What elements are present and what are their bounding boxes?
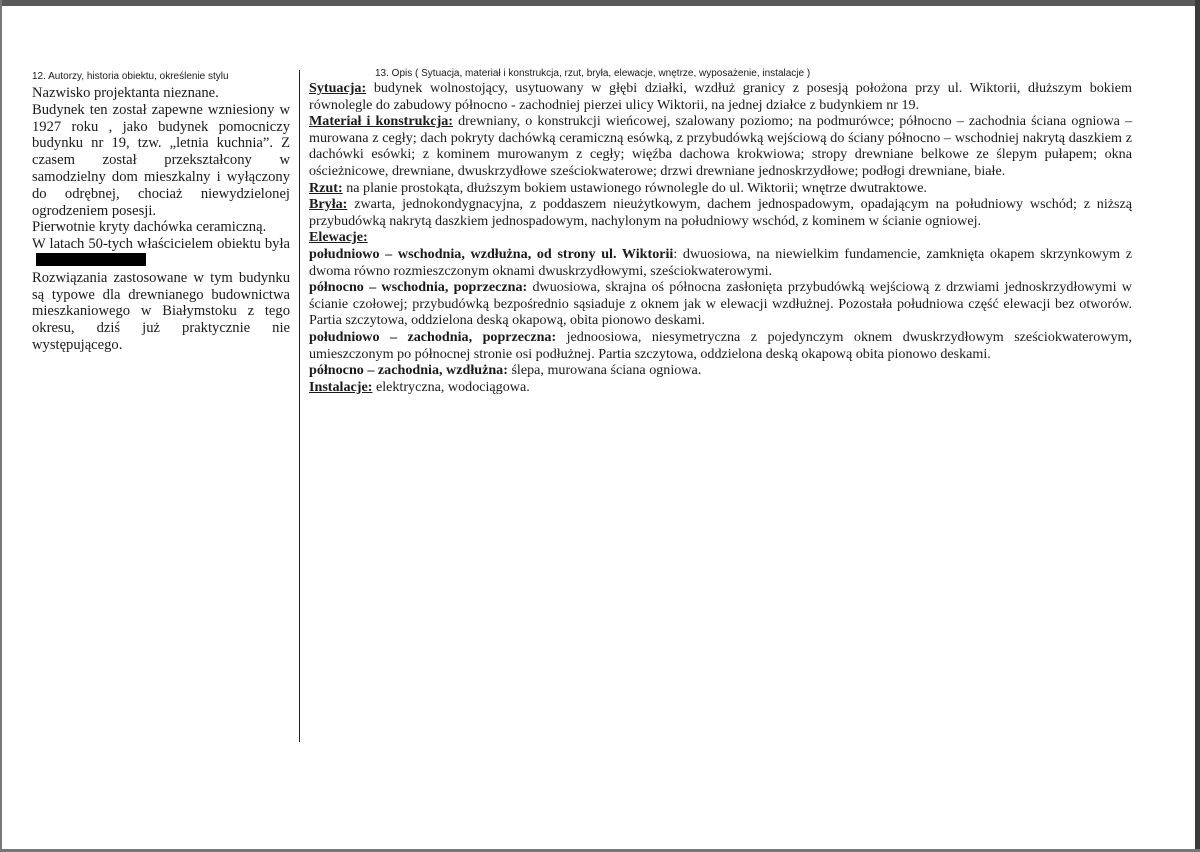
instalacje-label: Instalacje:	[309, 378, 373, 395]
elevation-se-text: : dwuosiowa, na niewielkim fundamencie, zamknięta okapem skrzynkowym z dwoma równo rozmieszczonym oknami dwuskrzydłowymi, sześciokwaterowymi.	[309, 245, 1132, 279]
section-12-body	[32, 85, 290, 354]
owner-paragraph	[32, 236, 290, 270]
rzut-text: na planie prostokąta, dłuższym bokiem ustawionego równolegle do ul. Wiktorii; wnętrze dwutraktowe.	[342, 179, 927, 196]
elevation-se-label: południowo – wschodnia, wzdłużna, od strony ul. Wiktorii	[309, 245, 674, 262]
redacted-owner-name	[36, 253, 146, 266]
description-column	[309, 67, 1132, 395]
designer-line: Nazwisko projektanta nieznane.	[32, 85, 219, 101]
sytuacja-label: Sytuacja:	[309, 80, 367, 96]
instalacje-paragraph	[309, 379, 1132, 396]
section-12-header: 12. Autorzy, historia obiektu, określenie stylu	[32, 71, 229, 82]
elewacje-label: Elewacje:	[309, 229, 368, 246]
instalacje-text: elektryczna, wodociągowa.	[372, 378, 530, 395]
section-13-header: 13. Opis ( Sytuacja, materiał i konstrukcja, rzut, bryła, elewacje, wnętrze, wyposażenie, instalacje )	[375, 68, 811, 79]
bryla-label: Bryła:	[309, 196, 348, 213]
bryla-text: zwarta, jednokondygnacyjna, z poddaszem nieużytkowym, dachem jednospadowym, opadającym na południowy wschód; z niższą przybudówką nakrytą daszkiem jednospadowym, nachylonym na południowy wschód, z kominem w ścianie ogniowej.	[309, 196, 1132, 229]
owner-text: W latach 50-tych właścicielem obiektu była	[32, 236, 290, 253]
elevation-ne-text: dwuosiowa, skrajna oś północna zasłonięta przybudówką wejściową z drzwiami jednoskrzydłowymi w ścianie czołowej; przybudówką bezpośrednio sąsiaduje z oknem jak w elewacji wzdłużnej. Pozostała południowa część elewacji bez otworów. Partia szczytowa, oddzielona deską okapową, obita pionowo deskami.	[309, 279, 1132, 329]
elewacje-heading	[309, 229, 1132, 246]
elevation-ne-label: północno – wschodnia, poprzeczna:	[309, 279, 528, 296]
authors-history-column	[32, 70, 290, 354]
sytuacja-paragraph	[309, 80, 1132, 113]
elevation-nw-text: ślepa, murowana ściana ogniowa.	[507, 362, 702, 379]
elevation-nw-label: północno – zachodnia, wzdłużna:	[309, 362, 508, 379]
material-paragraph	[309, 113, 1132, 179]
section-13-body	[309, 80, 1132, 395]
scan-edge-right	[1195, 0, 1200, 852]
elevation-sw-text: jednoosiowa, niesymetryczna z pojedynczym oknem dwuskrzydłowym sześciokwaterowym, umieszczonym po północnej stronie osi podłużnej. Partia szczytowa, oddzielona deską okapową obita pionowo deskami.	[309, 328, 1132, 362]
elevation-nw-paragraph	[309, 362, 1132, 379]
bryla-paragraph	[309, 196, 1132, 229]
scan-edge-left	[0, 0, 2, 852]
material-text: drewniany, o konstrukcji wieńcowej, szalowany poziomo; na podmurówce; północno – zachodnia ściana ogniowa – murowana z cegły; dach pokryty dachówką ceramiczną esówką, z przybudówką wejściową do ściany północno – wschodniej nakrytą daszkiem z dachówki esówki; z kominem murowanym z cegły; więźba dachowa krokwiowa; stropy drewniane belkowe ze ślepym pułapem; okna ościeżnicowe, drewniane, dwuskrzydłowe sześciokwaterowe; drzwi drewniane jednoskrzydłowe; podłogi drewniane, białe.	[309, 113, 1132, 179]
elevation-sw-label: południowo – zachodnia, poprzeczna:	[309, 328, 557, 345]
solutions-paragraph: Rozwiązania zastosowane w tym budynku są typowe dla drewnianego budownictwa mieszkaniowego w Białymstoku z tego okresu, dziś już praktycznie nie występującego.	[32, 269, 290, 353]
elevation-se-paragraph	[309, 246, 1132, 279]
material-label: Materiał i konstrukcja:	[309, 113, 454, 130]
rzut-label: Rzut:	[309, 179, 343, 196]
history-paragraph: Budynek ten został zapewne wzniesiony w 1927 roku , jako budynek pomocniczy budynku nr 19, tzw. „letnia kuchnia”. Z czasem został przekształcony w samodzielny dom mieszkalny i wyłączony do odrębnej, chociaż niewydzielonej ogrodzeniem posesji.	[32, 101, 290, 219]
sytuacja-text: budynek wolnostojący, usytuowany w głębi działki, wzdłuż granicy z posesją położona przy ul. Wiktorii, dłuższym bokiem równolegle do zabudowy północno - zachodniej pierzei ulicy Wiktorii, na jednej działce z budynkiem nr 19.	[309, 80, 1132, 113]
column-divider	[299, 70, 300, 742]
elevation-ne-paragraph	[309, 279, 1132, 329]
elevation-sw-paragraph	[309, 329, 1132, 362]
rzut-paragraph	[309, 180, 1132, 197]
scan-edge-top	[0, 0, 1200, 6]
roof-paragraph: Pierwotnie kryty dachówka ceramiczną.	[32, 219, 267, 236]
